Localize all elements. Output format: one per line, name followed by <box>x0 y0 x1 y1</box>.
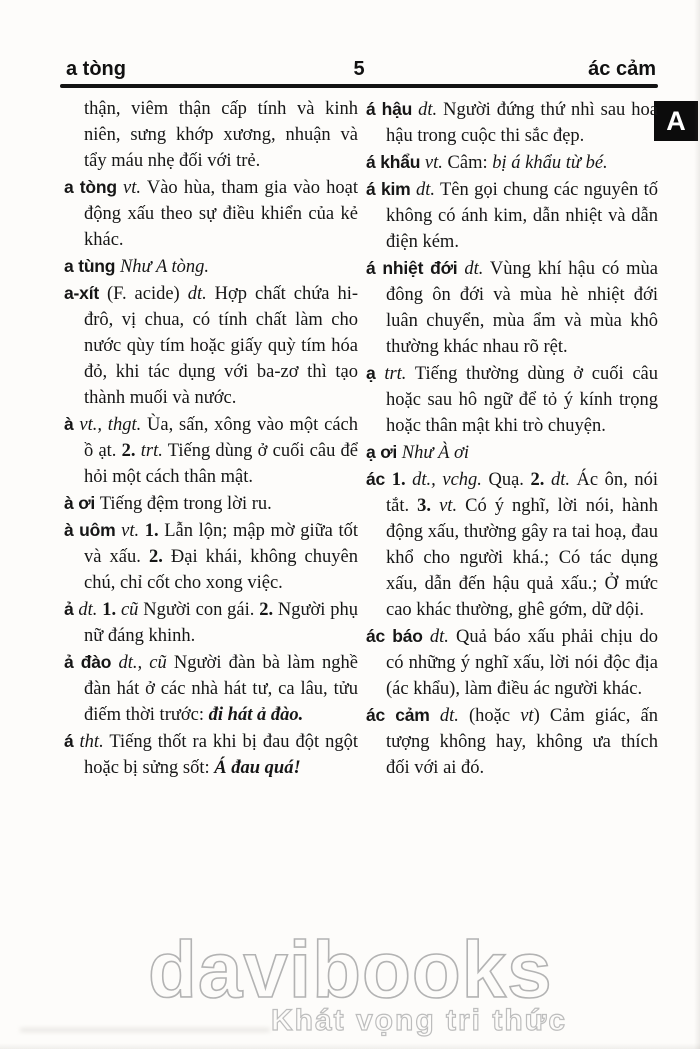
entry-headword: ác báo <box>366 626 430 646</box>
entry-text: Tiếng thốt ra khi bị đau đột ngột hoặc bị sửng sốt: <box>84 732 359 778</box>
entry-text: Người phụ nữ đáng khinh. <box>84 600 359 646</box>
entry-text: trt. <box>384 364 407 384</box>
entry-text: Như À ơi <box>401 443 470 463</box>
entry-headword: à ơi <box>64 493 100 513</box>
dictionary-entry <box>366 176 658 255</box>
entry-text: Vùng khí hậu có mùa đông ôn đới và mùa hè nhiệt đới luân chuyển, mùa ẩm và mùa khô thường khác nhau rõ rệt. <box>386 259 658 357</box>
entry-text: Người đứng thứ nhì sau hoa hậu trong cuộc thi sắc đẹp. <box>386 100 659 146</box>
entry-text: Tiếng thường dùng ở cuối câu hoặc sau hô ngữ để tỏ ý kính trọng hoặc thân mật khi trò chuyện. <box>386 364 658 436</box>
entry-text: vt. <box>424 153 443 173</box>
entry-text: ) Cảm giác, ấn tượng không hay, không ưa thích đối với ai đó. <box>386 706 658 778</box>
dictionary-entry <box>64 280 358 411</box>
entry-text: Quả báo xấu phải chịu do có những ý nghĩ xấu, lời nói độc địa (ác khẩu), làm điều ác người khác. <box>386 627 658 699</box>
entry-text: dt., vchg. <box>412 470 482 490</box>
entry-text: Có ý nghĩ, lời nói, hành động xấu, thường gây ra tai hoạ, đau khổ cho người khá.; Có tác dụng xấu, dẫn đến hậu quả xấu.; Ở mức cao khác thường, ghê gớm, dữ dội. <box>386 496 658 620</box>
dictionary-entry <box>366 96 658 149</box>
entry-text: cũ <box>120 600 139 620</box>
dictionary-entry <box>366 439 658 466</box>
entry-text: dt., cũ <box>118 653 167 673</box>
entry-text: Tên gọi chung các nguyên tố không có ánh kim, dẫn nhiệt và dẫn điện kém. <box>386 180 659 252</box>
dictionary-entry <box>64 174 358 253</box>
entry-text: Vào hùa, tham gia vào hoạt động xấu theo sự điều khiển của kẻ khác. <box>84 178 358 250</box>
entry-headword: ác cảm <box>366 705 440 725</box>
entry-text: vt., thgt. <box>79 415 142 435</box>
entry-headword: ả <box>64 599 79 619</box>
entry-text: Quạ. <box>481 470 531 490</box>
dictionary-entry <box>64 253 358 280</box>
entry-headword: a tòng <box>64 177 124 197</box>
entry-text: Tiếng đệm trong lời ru. <box>99 494 272 514</box>
entry-headword: á khẩu <box>366 152 425 172</box>
entry-text: Ùa, sấn, xông vào một cách ồ ạt. <box>84 415 358 461</box>
watermark-slogan: Khát vọng tri thức <box>271 1004 568 1037</box>
alphabet-thumb-tab-letter: A <box>666 105 686 136</box>
entry-text: dt. <box>550 470 570 490</box>
entry-text: đi hát ả đào. <box>208 705 304 725</box>
dictionary-column-right <box>366 96 658 781</box>
entry-text: tht. <box>79 732 104 752</box>
entry-text: Người đàn bà làm nghề đàn hát ở các nhà hát tư, ca lâu, tửu điếm thời trước: <box>84 653 358 725</box>
dictionary-entry <box>64 728 358 781</box>
entry-text: 2. <box>148 547 163 567</box>
watermark-logo: davibooks <box>148 925 553 1014</box>
dictionary-entry <box>366 255 658 360</box>
header-guide-word-right: ác cảm <box>588 58 656 80</box>
entry-text: 2. <box>530 470 551 490</box>
header-guide-word-left: a tòng <box>66 58 126 80</box>
page-number: 5 <box>353 58 365 80</box>
entry-text: Câm: <box>442 153 493 173</box>
entry-headword: ả đào <box>64 652 119 672</box>
entry-text: dt. <box>418 100 438 120</box>
dictionary-entry <box>366 702 658 781</box>
dictionary-entry <box>64 649 358 728</box>
dictionary-entry <box>366 466 658 623</box>
entry-text: Ác ôn, nói tắt. <box>386 470 659 516</box>
entry-text: dt. <box>187 284 207 304</box>
entry-headword: ạ <box>366 363 385 383</box>
dictionary-entry <box>366 360 658 439</box>
entry-headword: à uôm <box>64 520 122 540</box>
entry-text: trt. <box>140 441 163 461</box>
entry-text: Như A tòng. <box>119 257 210 277</box>
scan-edge-bottom <box>0 1043 700 1049</box>
entry-text: Á đau quá! <box>214 758 301 778</box>
entry-text: 2. <box>121 441 141 461</box>
entry-headword: á nhiệt đới <box>366 258 465 278</box>
entry-text: Người con gái. <box>138 600 260 620</box>
scan-smudge <box>20 1028 270 1032</box>
entry-text: vt <box>520 706 534 726</box>
entry-headword: a tùng <box>64 256 120 276</box>
dictionary-entry <box>64 411 358 490</box>
entry-text: dt. <box>439 706 459 726</box>
entry-text: (hoặc <box>458 706 521 726</box>
entry-text: dt. <box>464 259 484 279</box>
entry-headword: ác <box>366 469 392 489</box>
entry-headword: à <box>64 414 80 434</box>
entry-text: vt. <box>121 521 145 541</box>
dictionary-column-left <box>64 96 358 781</box>
entry-headword: ạ ơi <box>366 442 402 462</box>
entry-text: 1. <box>391 470 413 490</box>
dictionary-entry <box>64 490 358 517</box>
entry-text: Đại khái, không chuyên chú, chỉ cốt cho xong việc. <box>84 547 358 593</box>
dictionary-entry <box>64 517 358 596</box>
dictionary-entry <box>64 596 358 649</box>
entry-text: 2. <box>259 600 274 620</box>
entry-text: dt. <box>429 627 449 647</box>
entry-text: dt. <box>78 600 103 620</box>
entry-text: 1. <box>102 600 121 620</box>
alphabet-thumb-tab <box>654 101 698 141</box>
entry-text: vt. <box>123 178 142 198</box>
entry-text: (F. acide) <box>106 284 188 304</box>
entry-headword: a-xít <box>64 283 107 303</box>
entry-text: dt. <box>415 180 435 200</box>
entry-text: Hợp chất chứa hi-đrô, vị chua, có tính chất làm cho nước qùy tím hoặc giấy quỳ tím hóa đỏ, khi tác dụng với ba-zơ thì tạo thành muối và nước. <box>84 284 358 408</box>
running-header <box>60 58 658 82</box>
entry-headword: á kim <box>366 179 416 199</box>
dictionary-entry <box>366 623 658 702</box>
header-rule <box>60 84 658 88</box>
entry-text: Tiếng dùng ở cuối câu để hỏi một cách thân mật. <box>84 441 359 487</box>
entry-text: bị á khẩu từ bé. <box>492 153 608 173</box>
entry-text: Lẫn lộn; mập mờ giữa tốt và xấu. <box>84 521 358 567</box>
dictionary-entry <box>366 149 658 176</box>
entry-text: 3. <box>417 496 440 516</box>
dictionary-entry <box>64 96 358 174</box>
scan-edge-right <box>694 0 700 1049</box>
entry-headword: á hậu <box>366 99 419 119</box>
entry-headword: á <box>64 731 80 751</box>
entry-text: vt. <box>439 496 458 516</box>
entry-text: thận, viêm thận cấp tính và kinh niên, sưng khớp xương, nhuận và tẩy máu nhẹ đối với trẻ. <box>84 99 358 171</box>
entry-text: 1. <box>144 521 159 541</box>
